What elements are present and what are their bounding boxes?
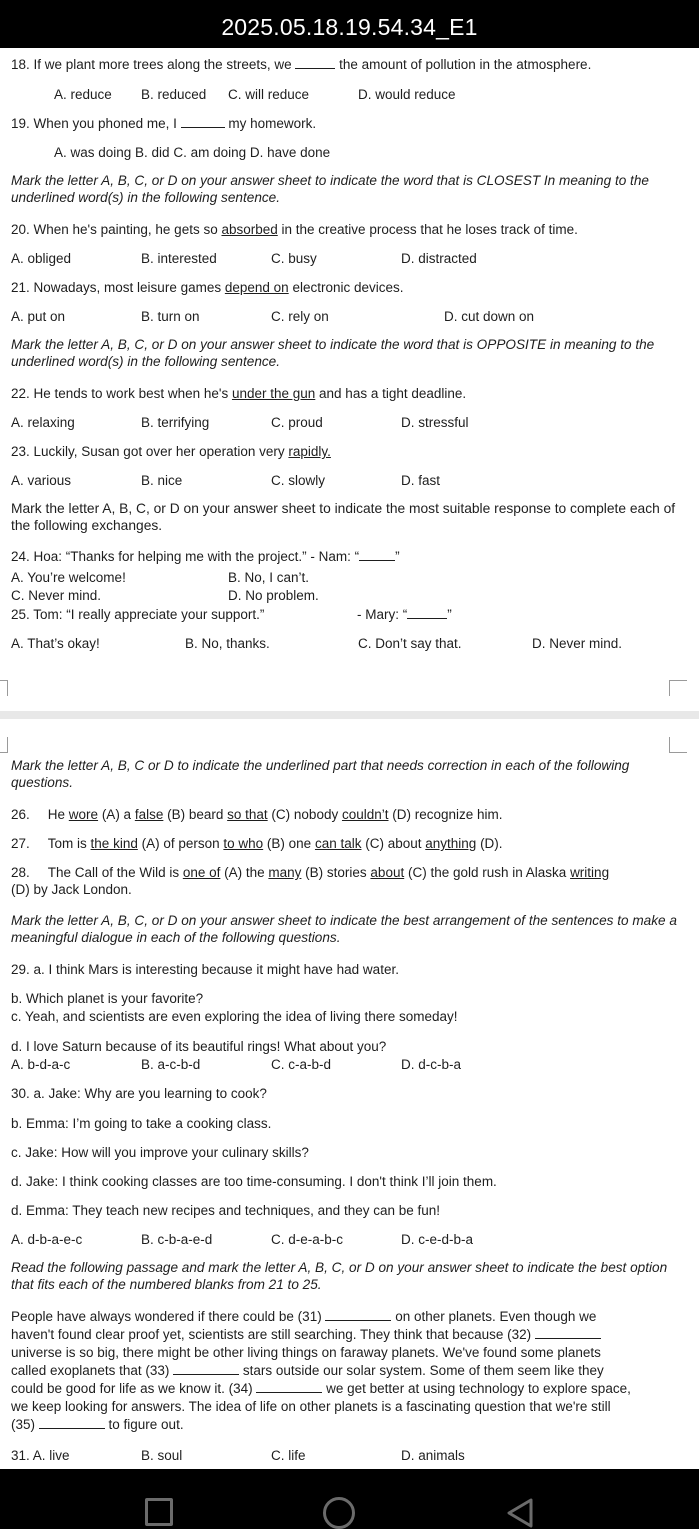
passage-line-5: could be good for life as we know it. (34) we get better at using technology to explore space,: [11, 1381, 631, 1396]
question-25: 25. Tom: “I really appreciate your support.”: [11, 607, 265, 622]
q20-option-b: B. interested: [141, 251, 217, 266]
q22-option-c: C. proud: [271, 415, 323, 430]
q20-option-d: D. distracted: [401, 251, 477, 266]
recent-apps-icon[interactable]: [145, 1498, 173, 1526]
q25-option-b: B. No, thanks.: [185, 636, 270, 651]
q30-line-d: d. Jake: I think cooking classes are too time-consuming. I don't think I’ll join them.: [11, 1174, 497, 1189]
navigation-bar: [0, 1469, 699, 1529]
q24-option-a: A. You’re welcome!: [11, 570, 126, 585]
q24-option-b: B. No, I can’t.: [228, 570, 310, 585]
q29-option-a: A. b-d-a-c: [11, 1057, 71, 1072]
q22-option-d: D. stressful: [401, 415, 469, 430]
q23-option-b: B. nice: [141, 473, 183, 488]
question-21: 21. Nowadays, most leisure games depend on electronic devices.: [11, 280, 404, 295]
q20-option-a: A. obliged: [11, 251, 72, 266]
question-22: 22. He tends to work best when he's under the gun and has a tight deadline.: [11, 386, 467, 401]
page-corner-mark: [669, 680, 687, 696]
q21-option-d: D. cut down on: [444, 309, 535, 324]
q25-option-a: A. That’s okay!: [11, 636, 100, 651]
passage-blank-35: [39, 1417, 105, 1429]
q24-option-c: C. Never mind.: [11, 588, 102, 603]
q23-option-a: A. various: [11, 473, 72, 488]
q31-option-d: D. animals: [401, 1448, 465, 1463]
home-icon[interactable]: [323, 1497, 355, 1529]
q30-option-c: C. d-e-a-b-c: [271, 1232, 344, 1247]
question-25-reply: - Mary: “ ”: [357, 607, 452, 622]
answer-blank: [359, 549, 395, 561]
answer-blank: [295, 57, 335, 69]
q25-option-d: D. Never mind.: [532, 636, 623, 651]
question-20: 20. When he's painting, he gets so absorbed in the creative process that he loses track of time.: [11, 222, 578, 237]
instruction-closest-meaning: Mark the letter A, B, C, or D on your answer sheet to indicate the word that is CLOSEST In meaning to the underlined word(s) in the following sentence.: [11, 173, 649, 205]
passage-line-7: (35) to figure out.: [11, 1417, 184, 1432]
q20-option-c: C. busy: [271, 251, 317, 266]
q22-option-b: B. terrifying: [141, 415, 210, 430]
passage-line-3: universe is so big, there might be other living things on faraway planets. We've found some planets: [11, 1345, 601, 1360]
instruction-opposite-meaning: Mark the letter A, B, C, or D on your answer sheet to indicate the word that is OPPOSITE in meaning to the underlined word(s) in the following sentence.: [11, 337, 655, 369]
question-18: 18. If we plant more trees along the streets, we the amount of pollution in the atmosphere.: [11, 57, 592, 72]
passage-line-1: People have always wondered if there could be (31) on other planets. Even though we: [11, 1309, 597, 1324]
answer-blank: [407, 607, 447, 619]
q29-line-d: d. I love Saturn because of its beautiful rings! What about you?: [11, 1039, 387, 1054]
instruction-passage: Read the following passage and mark the letter A, B, C, or D on your answer sheet to indicate the best option that fits each of the numbered blanks from 21 to 25.: [11, 1260, 668, 1292]
q19-options: A. was doing B. did C. am doing D. have done: [54, 145, 331, 160]
page-corner-mark: [0, 680, 8, 696]
q29-line-a: 29. a. I think Mars is interesting because it might have had water.: [11, 962, 399, 977]
q25-option-c: C. Don’t say that.: [358, 636, 462, 651]
instruction-correction: Mark the letter A, B, C or D to indicate the underlined part that needs correction in each of the following questions.: [11, 758, 630, 790]
q29-option-d: D. d-c-b-a: [401, 1057, 462, 1072]
q18-option-d: D. would reduce: [358, 87, 456, 102]
q29-line-b: b. Which planet is your favorite?: [11, 991, 204, 1006]
title-bar: [0, 0, 699, 48]
document-title: 2025.05.18.19.54.34_E1: [221, 14, 478, 40]
q30-line-e: d. Emma: They teach new recipes and techniques, and they can be fun!: [11, 1203, 441, 1218]
passage-blank-34: [256, 1381, 322, 1393]
q18-option-c: C. will reduce: [228, 87, 310, 102]
question-27: 27. Tom is the kind (A) of person to who (B) one can talk (C) about anything (D).: [11, 836, 503, 851]
question-24: 24. Hoa: “Thanks for helping me with the project.” - Nam: “ ”: [11, 549, 400, 564]
q31-option-a: 31. A. live: [11, 1448, 70, 1463]
q24-option-d: D. No problem.: [228, 588, 319, 603]
q29-line-c: c. Yeah, and scientists are even exploring the idea of living there someday!: [11, 1009, 458, 1024]
q29-option-b: B. a-c-b-d: [141, 1057, 201, 1072]
passage-line-4: called exoplanets that (33) stars outside our solar system. Some of them seem like they: [11, 1363, 604, 1378]
answer-blank: [181, 116, 225, 128]
q23-option-d: D. fast: [401, 473, 441, 488]
instruction-arrangement: Mark the letter A, B, C, or D on your answer sheet to indicate the best arrangement of the sentences to make a meaningful dialogue in each of the following questions.: [11, 913, 677, 945]
q30-line-b: b. Emma: I’m going to take a cooking class.: [11, 1116, 272, 1131]
q31-option-c: C. life: [271, 1448, 306, 1463]
q22-option-a: A. relaxing: [11, 415, 75, 430]
question-26: 26. He wore (A) a false (B) beard so that (C) nobody couldn’t (D) recognize him.: [11, 807, 503, 822]
q31-option-b: B. soul: [141, 1448, 183, 1463]
question-28-line-2: (D) by Jack London.: [11, 882, 132, 897]
q30-line-a: 30. a. Jake: Why are you learning to cook?: [11, 1086, 267, 1101]
question-28: 28. The Call of the Wild is one of (A) the many (B) stories about (C) the gold rush in Alaska writing: [11, 865, 610, 880]
passage-blank-32: [535, 1327, 601, 1339]
passage-line-6: we keep looking for answers. The idea of life on other planets is a fascinating question that we're still: [11, 1399, 611, 1414]
q30-option-d: D. c-e-d-b-a: [401, 1232, 474, 1247]
passage-blank-31: [325, 1309, 391, 1321]
q29-option-c: C. c-a-b-d: [271, 1057, 332, 1072]
back-icon[interactable]: [505, 1497, 535, 1529]
instruction-suitable-response: Mark the letter A, B, C, or D on your answer sheet to indicate the most suitable response to complete each of the following exchanges.: [11, 501, 676, 533]
page-break: [0, 711, 699, 719]
question-19: 19. When you phoned me, I my homework.: [11, 116, 317, 131]
q30-line-c: c. Jake: How will you improve your culinary skills?: [11, 1145, 309, 1160]
q30-option-b: B. c-b-a-e-d: [141, 1232, 213, 1247]
q21-option-b: B. turn on: [141, 309, 200, 324]
passage-line-2: haven't found clear proof yet, scientists are still searching. They think that because (32): [11, 1326, 601, 1343]
q18-option-b: B. reduced: [141, 87, 207, 102]
q21-option-c: C. rely on: [271, 309, 329, 324]
q23-option-c: C. slowly: [271, 473, 326, 488]
page-corner-mark: [669, 737, 687, 753]
page-corner-mark: [0, 737, 8, 753]
question-23: 23. Luckily, Susan got over her operation very rapidly.: [11, 444, 331, 459]
passage-blank-33: [173, 1363, 239, 1375]
q21-option-a: A. put on: [11, 309, 66, 324]
q18-option-a: A. reduce: [54, 87, 112, 102]
q30-option-a: A. d-b-a-e-c: [11, 1232, 83, 1247]
